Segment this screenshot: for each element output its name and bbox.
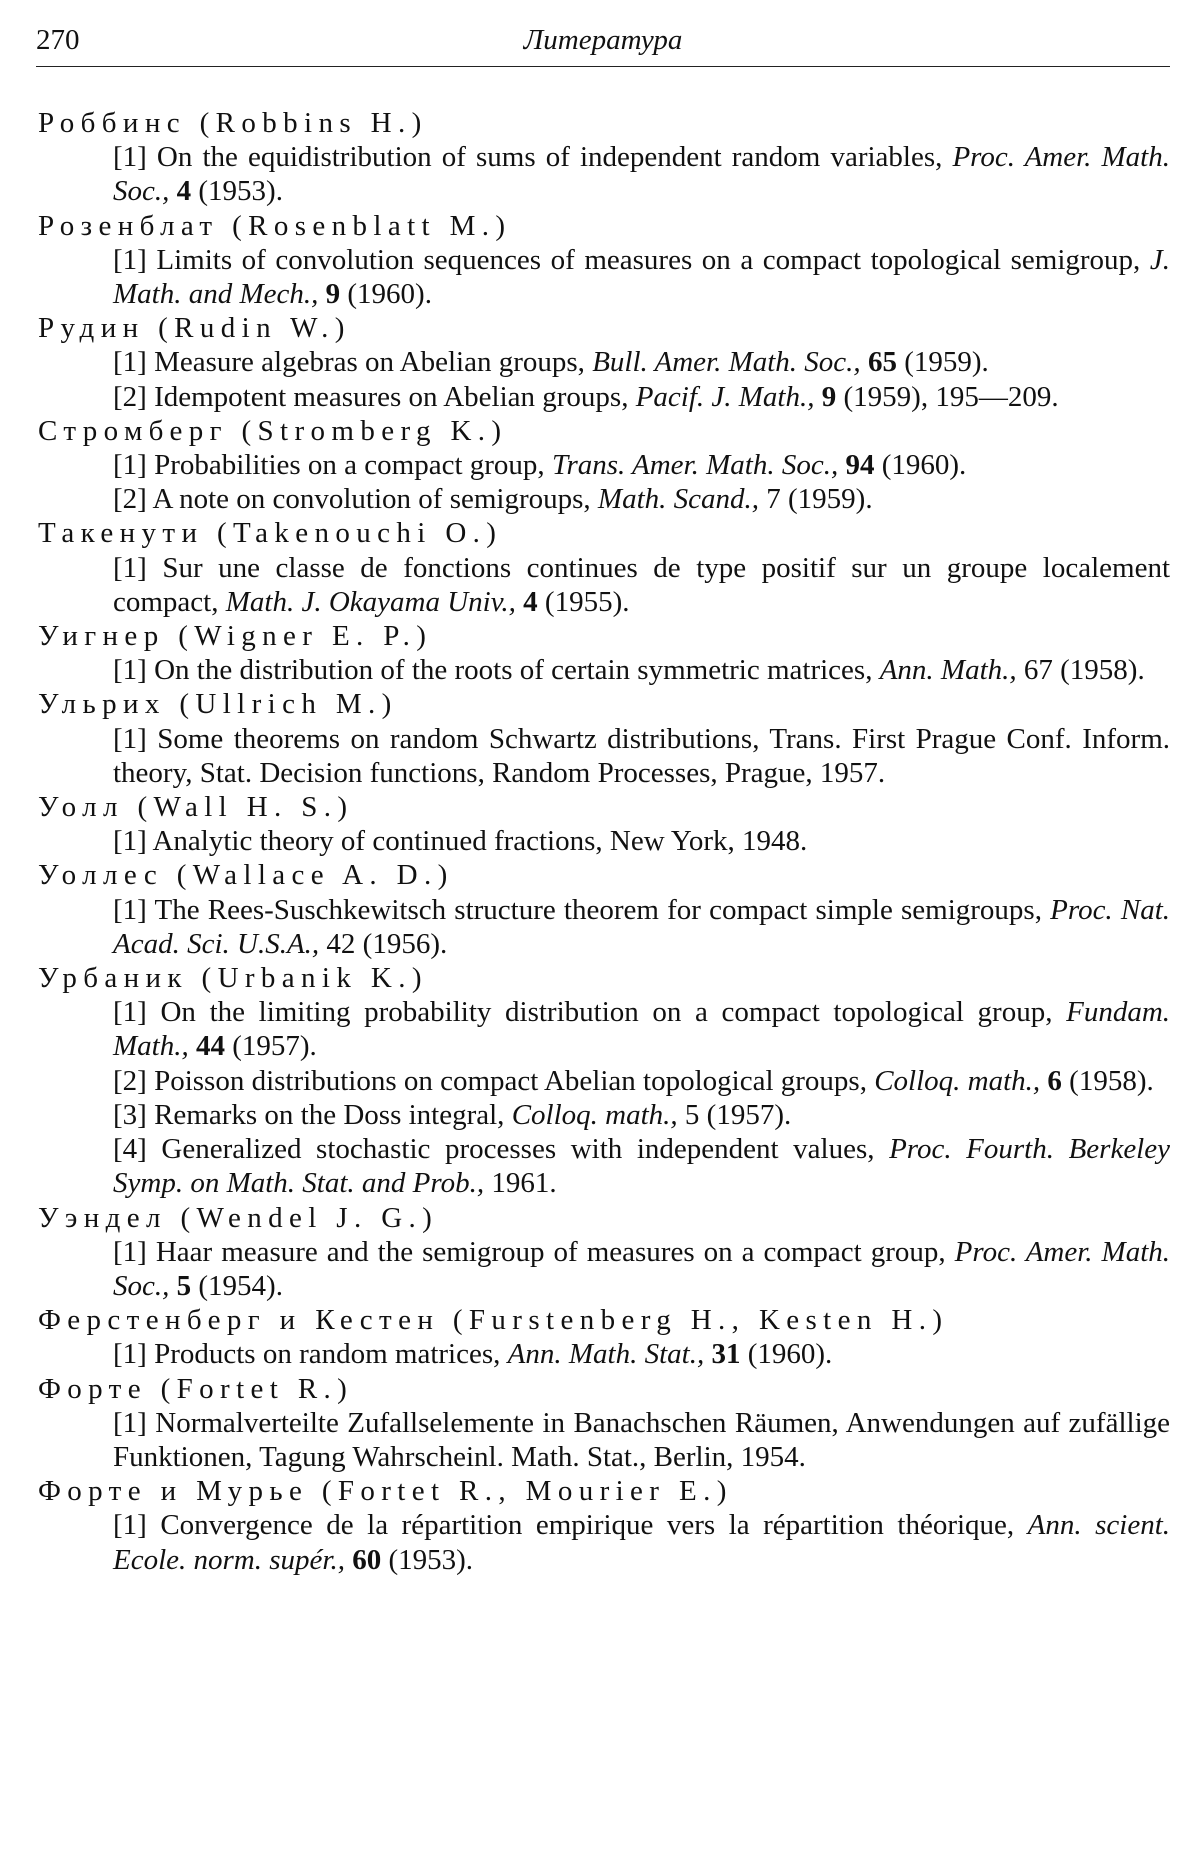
reference-details: (1953). (198, 175, 283, 208)
reference-number: [1] (113, 1406, 147, 1439)
reference-details: (1959), 195—209. (843, 380, 1059, 413)
reference-journal: Pacif. J. Math., (635, 380, 815, 413)
author-name: Форте и Мурье (Fortet R., Mourier E.) (38, 1475, 733, 1508)
reference-title: On the distribution of the roots of certain symmetric matrices, (154, 654, 873, 687)
reference-volume: 65 (867, 346, 897, 379)
reference-title: The Rees-Suschkewitsch structure theorem for compact simple semigroups, (154, 893, 1042, 926)
reference-volume: 9 (325, 278, 341, 311)
reference-volume: 4 (176, 175, 192, 208)
reference-details: 67 (1958). (1023, 654, 1145, 687)
author-name: Стромберг (Stromberg K.) (38, 414, 508, 447)
reference-item (113, 1064, 1170, 1098)
reference-number: [1] (113, 893, 147, 926)
reference-item (113, 140, 1170, 208)
reference-item (113, 243, 1170, 311)
reference-journal: Fundam. Math., (113, 996, 1171, 1063)
reference-number: [1] (113, 996, 147, 1029)
author-name: Роббинс (Robbins H.) (38, 107, 428, 139)
reference-volume: 9 (821, 380, 837, 413)
page-number: 270 (36, 24, 80, 56)
reference-number: [1] (113, 654, 147, 687)
reference-journal: Math. Scand., (597, 483, 760, 516)
reference-number: [1] (113, 243, 147, 276)
reference-journal: J. Math. and Mech., (113, 243, 1170, 311)
reference-number: [2] (113, 483, 147, 516)
reference-number: [2] (113, 380, 147, 413)
reference-item (113, 995, 1170, 1063)
reference-details: 5 (1957). (684, 1098, 792, 1131)
reference-journal: Colloq. math., (511, 1098, 678, 1131)
reference-journal: Ann. scient. Ecole. norm. supér., (113, 1509, 1171, 1576)
reference-title: Generalized stochastic processes with independent values, (161, 1133, 875, 1166)
reference-item (113, 380, 1170, 414)
reference-details: 42 (1956). (326, 927, 448, 960)
reference-item (113, 824, 1170, 858)
reference-journal: Math. J. Okayama Univ., (225, 585, 516, 618)
reference-volume: 6 (1047, 1064, 1062, 1097)
reference-item (113, 893, 1170, 961)
author-name: Форте (Fortet R.) (38, 1372, 354, 1405)
reference-number: [2] (113, 1064, 147, 1097)
reference-title: Normalverteilte Zufallselemente in Banachschen Räumen, Anwendungen auf zufällige Funktionen, Tagung Wahrscheinl. Math. Stat., Berlin, 1954. (113, 1406, 1171, 1473)
reference-title: Poisson distributions on compact Abelian topological groups, (154, 1064, 867, 1097)
reference-item (113, 345, 1170, 379)
reference-details: (1954). (198, 1269, 283, 1302)
reference-number: [1] (113, 346, 147, 379)
author-name: Рудин (Rudin W.) (38, 312, 351, 345)
reference-number: [4] (113, 1133, 147, 1166)
reference-journal: Colloq. math., (874, 1064, 1041, 1097)
reference-title: Remarks on the Doss integral, (154, 1098, 505, 1131)
reference-details: (1960). (347, 278, 432, 311)
reference-item (113, 1406, 1170, 1474)
author-name: Такенути (Takenouchi O.) (38, 517, 503, 550)
reference-journal: Proc. Nat. Acad. Sci. U.S.A., (113, 893, 1171, 960)
bibliography-list (38, 106, 1170, 1577)
reference-title: Sur une classe de fonctions continues de type positif sur un groupe localement compact, (113, 551, 1171, 618)
reference-number: [1] (113, 1338, 147, 1371)
reference-volume: 44 (195, 1030, 225, 1063)
reference-title: On the equidistribution of sums of independent random variables, (156, 141, 943, 174)
reference-number: [1] (113, 1509, 147, 1542)
reference-number: [1] (113, 825, 147, 858)
reference-title: Some theorems on random Schwartz distributions, Trans. First Prague Conf. Inform. theory, Stat. Decision functions, Random Processes, Prague, 1957. (113, 722, 1170, 789)
reference-journal: Proc. Amer. Math. Soc., (113, 1235, 1171, 1302)
reference-journal: Proc. Amer. Math. Soc., (113, 141, 1170, 208)
reference-volume: 94 (845, 449, 875, 482)
reference-item (113, 722, 1170, 790)
reference-details: (1959). (904, 346, 989, 379)
reference-details: 7 (1959). (766, 483, 873, 516)
reference-volume: 5 (176, 1269, 192, 1302)
reference-title: Haar measure and the semigroup of measures on a compact group, (155, 1235, 946, 1268)
reference-details: (1953). (388, 1543, 474, 1576)
reference-number: [1] (113, 449, 147, 482)
author-name: Уэндел (Wendel J. G.) (38, 1201, 439, 1234)
author-name: Уигнер (Wigner E. P.) (38, 620, 433, 653)
reference-title: Analytic theory of continued fractions, New York, 1948. (152, 825, 808, 858)
reference-volume: 31 (711, 1338, 741, 1371)
reference-item (113, 1508, 1170, 1576)
reference-number: [1] (113, 722, 147, 755)
reference-item (113, 551, 1170, 619)
reference-title: A note on convolution of semigroups, (152, 483, 591, 516)
reference-item (113, 1337, 1170, 1371)
reference-volume: 60 (352, 1543, 382, 1576)
reference-journal: Trans. Amer. Math. Soc., (551, 449, 839, 482)
reference-item (113, 482, 1170, 516)
reference-item (113, 1098, 1170, 1132)
running-title: Литература (523, 24, 683, 56)
reference-title: Products on random matrices, (154, 1338, 501, 1371)
reference-details: 1961. (491, 1167, 557, 1200)
reference-item (113, 653, 1170, 687)
reference-number: [1] (113, 1235, 147, 1268)
reference-details: (1960). (747, 1338, 833, 1371)
page-header (36, 22, 1170, 67)
reference-journal: Ann. Math., (879, 654, 1017, 687)
reference-title: Idempotent measures on Abelian groups, (154, 380, 629, 413)
reference-title: Limits of convolution sequences of measures on a compact topological semigroup, (156, 243, 1141, 276)
reference-title: Convergence de la répartition empirique vers la répartition théorique, (160, 1509, 1015, 1542)
reference-number: [1] (113, 141, 147, 174)
reference-details: (1955). (544, 585, 630, 618)
author-name: Урбаник (Urbanik K.) (38, 962, 428, 995)
reference-journal: Ann. Math. Stat., (507, 1338, 705, 1371)
reference-title: Measure algebras on Abelian groups, (154, 346, 585, 379)
reference-journal: Proc. Fourth. Berkeley Symp. on Math. Stat. and Prob., (113, 1133, 1170, 1200)
reference-journal: Bull. Amer. Math. Soc., (592, 346, 861, 379)
author-name: Ульрих (Ullrich M.) (38, 688, 398, 721)
author-name: Ферстенберг и Кестен (Furstenberg H., Kesten H.) (38, 1304, 949, 1337)
reference-item (113, 1132, 1170, 1200)
reference-item (113, 1235, 1170, 1303)
reference-item (113, 448, 1170, 482)
reference-number: [3] (113, 1098, 147, 1131)
author-name: Уолл (Wall H. S.) (38, 791, 354, 824)
reference-number: [1] (113, 551, 147, 584)
author-name: Розенблат (Rosenblatt M.) (38, 209, 512, 242)
reference-title: On the limiting probability distribution on a compact topological group, (160, 996, 1053, 1029)
reference-details: (1958). (1069, 1064, 1154, 1097)
reference-title: Probabilities on a compact group, (154, 449, 545, 482)
reference-details: (1960). (881, 449, 967, 482)
reference-volume: 4 (523, 585, 538, 618)
author-name: Уоллес (Wallace A. D.) (38, 859, 454, 892)
reference-details: (1957). (232, 1030, 317, 1063)
